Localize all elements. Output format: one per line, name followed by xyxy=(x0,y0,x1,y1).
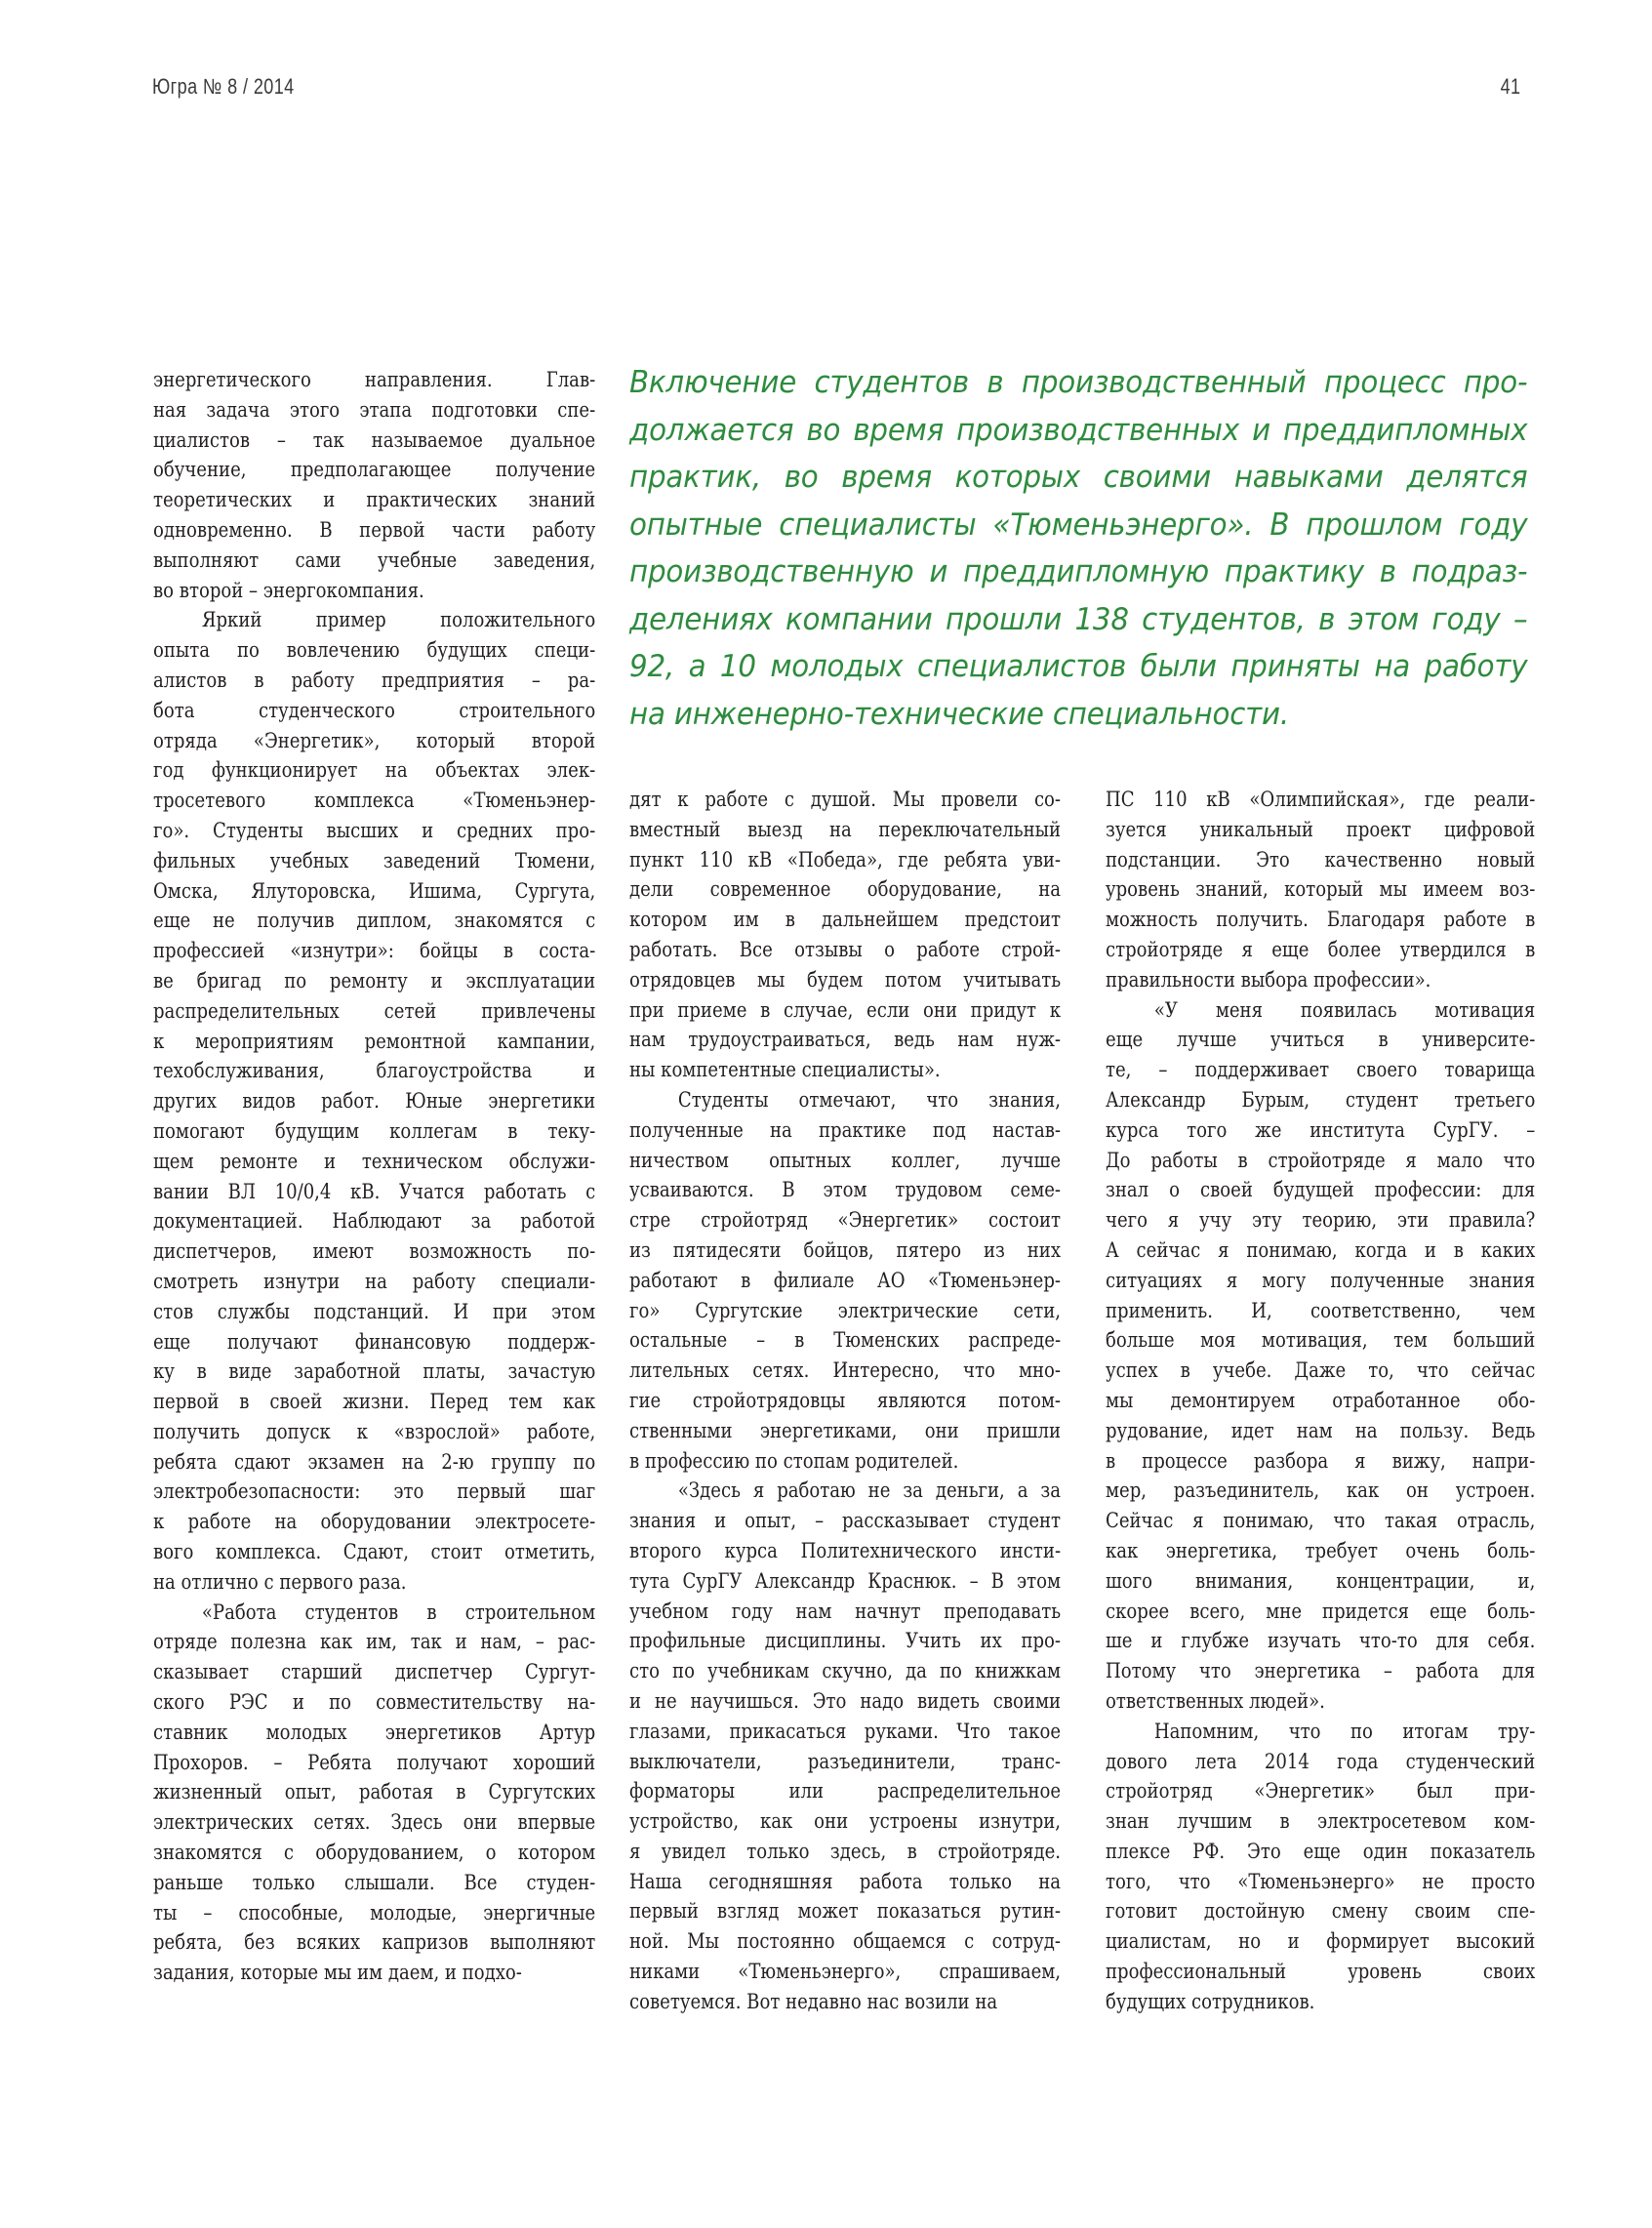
article-text-line: Потому что энергетика – работа для xyxy=(1106,1659,1536,1683)
page-number: 41 xyxy=(1500,74,1520,99)
article-text-line: советуемся. Вот недавно нас возили на xyxy=(629,1989,998,2013)
article-text-line: ная задача этого этапа подготовки спе- xyxy=(153,397,596,422)
pull-quote-line: практик, во время которых своими навыками делятся xyxy=(629,460,1528,495)
article-text-line: Напомним, что по итогам тру- xyxy=(1153,1719,1536,1743)
article-text-line: фильных учебных заведений Тюмени, xyxy=(153,848,596,872)
article-text-line: Яркий пример положительного xyxy=(201,608,596,632)
article-text-line: профессиональный уровень своих xyxy=(1106,1960,1536,1984)
article-text-line: задания, которые мы им даем, и подхо- xyxy=(153,1961,522,1985)
article-text-line: знания и опыт, – рассказывает студент xyxy=(629,1509,1062,1533)
article-text-line: техобслуживания, благоустройства и xyxy=(153,1059,596,1083)
article-text-line: будущих сотрудников. xyxy=(1106,1989,1315,2013)
article-text-line: стройотряде я еще более утвердился в xyxy=(1106,937,1536,961)
article-text-line: при приеме в случае, если они придут к xyxy=(629,997,1062,1022)
article-text-line: первый взгляд может показаться рутин- xyxy=(629,1899,1062,1924)
article-text-line: теоретических и практических знаний xyxy=(153,488,596,512)
article-text-line: пункт 110 кВ «Победа», где ребята уви- xyxy=(629,847,1062,871)
article-text-line: лительных сетях. Интересно, что мно- xyxy=(629,1358,1062,1383)
article-text-line: правильности выбора профессии». xyxy=(1106,967,1431,992)
running-header xyxy=(0,74,1652,103)
article-text-line: ны компетентные специалисты». xyxy=(629,1058,941,1082)
article-text-line: Сейчас я понимаю, что такая отрасль, xyxy=(1106,1509,1536,1533)
article-text-line: получить допуск к «взрослой» работе, xyxy=(153,1419,596,1443)
article-text-line: работать. Все отзывы о работе строй- xyxy=(629,937,1062,961)
article-text-line: «Здесь я работаю не за деньги, а за xyxy=(677,1479,1062,1503)
article-text-line: усваиваются. В этом трудовом семе- xyxy=(629,1178,1062,1202)
pull-quote-line: делениях компании прошли 138 студентов, в этом году – xyxy=(629,601,1528,637)
article-text-line: еще лучше учиться в университе- xyxy=(1106,1028,1536,1052)
article-text-line: ставник молодых энергетиков Артур xyxy=(153,1720,596,1744)
article-text-line: ше и глубже изучать что-то для себя. xyxy=(1106,1629,1536,1653)
article-text-line: первой в своей жизни. Перед тем как xyxy=(153,1390,596,1414)
article-text-line: стов службы подстанций. И при этом xyxy=(153,1299,596,1323)
article-text-line: стре стройотряд «Энергетик» состоит xyxy=(629,1208,1062,1233)
article-text-line: ничеством опытных коллег, лучше xyxy=(629,1148,1062,1172)
article-text-line: учебном году нам начнут преподавать xyxy=(629,1599,1062,1623)
article-text-line: профильные дисциплины. Учить их про- xyxy=(629,1629,1062,1653)
article-text-line: энергетического направления. Глав- xyxy=(153,368,596,391)
article-text-line: никами «Тюменьэнерго», спрашиваем, xyxy=(629,1960,1062,1984)
article-text-line: плексе РФ. Это еще один показатель xyxy=(1106,1839,1536,1863)
article-text-line: уровень знаний, который мы имеем воз- xyxy=(1106,877,1536,902)
article-text-line: котором им в дальнейшем предстоит xyxy=(629,908,1062,932)
article-text-line: ситуациях я могу полученные знания xyxy=(1106,1268,1536,1292)
article-text-line: нам трудоустраиваться, ведь нам нуж- xyxy=(629,1028,1062,1052)
pull-quote-line: Включение студентов в производственный процесс про- xyxy=(629,365,1528,400)
article-text-line: остальные – в Тюменских распреде- xyxy=(629,1328,1062,1353)
article-text-line: вании ВЛ 10/0,4 кВ. Учатся работать с xyxy=(153,1179,596,1203)
article-text-line: смотреть изнутри на работу специали- xyxy=(153,1269,596,1293)
article-text-line: знал о своей будущей профессии: для xyxy=(1106,1178,1536,1202)
article-text-line: рудование, идет нам на пользу. Ведь xyxy=(1106,1418,1536,1442)
article-text-line: жизненный опыт, работая в Сургутских xyxy=(153,1780,596,1804)
article-text-line: знакомятся с оборудованием, о котором xyxy=(153,1841,596,1865)
article-column-3 xyxy=(1106,785,1535,2017)
article-text-line: го». Студенты высших и средних про- xyxy=(153,818,596,842)
article-text-line: тросетевого комплекса «Тюменьэнер- xyxy=(153,789,596,813)
pull-quote-line: опытные специалисты «Тюменьэнерго». В прошлом году xyxy=(629,506,1528,543)
article-text-line: я увидел только здесь, в стройотряде. xyxy=(629,1839,1062,1863)
pull-quote xyxy=(629,359,1527,738)
article-text-line: электрических сетях. Здесь они впервые xyxy=(153,1810,596,1835)
article-text-line: ку в виде заработной платы, зачастую xyxy=(153,1359,596,1384)
article-text-line: знан лучшим в электросетевом ком- xyxy=(1106,1809,1536,1834)
article-text-line: второго курса Политехнического инсти- xyxy=(629,1538,1062,1562)
article-text-line: электробезопасности: это первый шаг xyxy=(153,1479,596,1504)
article-text-line: обучение, предполагающее получение xyxy=(153,458,596,482)
article-text-line: вместный выезд на переключательный xyxy=(629,817,1062,841)
article-text-line: готовит достойную смену своим спе- xyxy=(1106,1899,1536,1924)
article-text-line: А сейчас я понимаю, когда и в каких xyxy=(1106,1237,1536,1262)
pull-quote-line: на инженерно-технические специальности. xyxy=(629,696,1289,732)
article-text-line: стройотряд «Энергетик» был при- xyxy=(1106,1779,1536,1803)
article-text-line: помогают будущим коллегам в теку- xyxy=(153,1118,596,1143)
article-text-line: го» Сургутские электрические сети, xyxy=(629,1298,1062,1322)
article-text-line: успех в учебе. Даже то, что сейчас xyxy=(1106,1358,1536,1383)
article-text-line: к мероприятиям ремонтной кампании, xyxy=(153,1029,596,1053)
pull-quote-line: 92, а 10 молодых специалистов были приняты на работу xyxy=(629,649,1528,684)
article-text-line: те, – поддерживает своего товарища xyxy=(1106,1058,1536,1082)
article-text-line: ребята, без всяких капризов выполняют xyxy=(153,1930,596,1955)
article-text-line: выполняют сами учебные заведения, xyxy=(153,547,596,572)
article-text-line: ве бригад по ремонту и эксплуатации xyxy=(153,968,596,992)
article-text-line: ПС 110 кВ «Олимпийская», где реали- xyxy=(1106,788,1536,811)
article-text-line: форматоры или распределительное xyxy=(629,1779,1062,1803)
article-text-line: курса того же института СурГУ. – xyxy=(1106,1117,1536,1142)
article-column-1 xyxy=(153,365,595,1988)
article-text-line: шого внимания, концентрации, и, xyxy=(1106,1568,1536,1593)
article-text-line: на отлично с первого раза. xyxy=(153,1569,407,1594)
article-column-2 xyxy=(629,785,1061,2017)
article-text-line: того, что «Тюменьэнерго» не просто xyxy=(1106,1869,1536,1893)
article-text-line: опыта по вовлечению будущих специ- xyxy=(153,638,596,663)
article-text-line: гие стройотрядовцы являются потом- xyxy=(629,1388,1062,1412)
article-text-line: Прохоров. – Ребята получают хороший xyxy=(153,1750,596,1774)
article-text-line: дели современное оборудование, на xyxy=(629,877,1062,902)
article-text-line: год функционирует на объектах элек- xyxy=(153,758,596,783)
article-text-line: бота студенческого строительного xyxy=(153,698,596,722)
article-text-line: Омска, Ялуторовска, Ишима, Сургута, xyxy=(153,878,596,903)
article-text-line: из пятидесяти бойцов, пятеро из них xyxy=(629,1237,1062,1262)
article-text-line: ского РЭС и по совместительству на- xyxy=(153,1690,596,1715)
article-text-line: раньше только слышали. Все студен- xyxy=(153,1870,596,1894)
article-text-line: отряде полезна как им, так и нам, – рас- xyxy=(153,1630,596,1654)
article-text-line: и не научишься. Это надо видеть своими xyxy=(629,1688,1062,1713)
article-text-line: как энергетика, требует очень боль- xyxy=(1106,1538,1536,1562)
article-text-line: скорее всего, мне придется еще боль- xyxy=(1106,1599,1536,1623)
article-text-line: отряда «Энергетик», который второй xyxy=(153,728,596,752)
article-text-line: ственными энергетиками, они пришли xyxy=(629,1418,1062,1442)
article-text-line: отрядовцев мы будем потом учитывать xyxy=(629,967,1062,992)
article-text-line: работают в филиале АО «Тюменьэнер- xyxy=(629,1268,1062,1292)
article-text-line: полученные на практике под настав- xyxy=(629,1117,1062,1142)
article-text-line: во второй – энергокомпания. xyxy=(153,578,424,602)
article-text-line: Александр Бурым, студент третьего xyxy=(1106,1087,1536,1112)
article-text-line: ной. Мы постоянно общаемся с сотруд- xyxy=(629,1929,1062,1954)
article-text-line: дят к работе с душой. Мы провели со- xyxy=(629,788,1062,811)
pull-quote-line: производственную и преддипломную практику в подраз- xyxy=(629,554,1528,589)
article-text-line: выключатели, разъединители, транс- xyxy=(629,1749,1062,1773)
article-text-line: щем ремонте и техническом обслужи- xyxy=(153,1149,596,1173)
article-text-line: циалистов – так называемое дуальное xyxy=(153,427,596,452)
pull-quote-line: должается во время производственных и преддипломных xyxy=(629,412,1528,448)
article-text-line: применить. И, соответственно, чем xyxy=(1106,1298,1536,1322)
article-text-line: зуется уникальный проект цифровой xyxy=(1106,817,1536,841)
article-text-line: ты – способные, молодые, энергичные xyxy=(153,1900,596,1924)
article-text-line: ответственных людей». xyxy=(1106,1688,1325,1713)
article-text-line: профессией «изнутри»: бойцы в соста- xyxy=(153,939,596,963)
article-text-line: документацией. Наблюдают за работой xyxy=(153,1209,596,1234)
article-text-line: «У меня появилась мотивация xyxy=(1153,997,1536,1022)
article-text-line: одновременно. В первой части работу xyxy=(153,517,596,542)
article-text-line: тута СурГУ Александр Краснюк. – В этом xyxy=(629,1568,1062,1593)
article-text-line: глазами, прикасаться руками. Что такое xyxy=(629,1719,1062,1743)
article-text-line: ребята сдают экзамен на 2-ю группу по xyxy=(153,1449,596,1474)
article-text-line: больше моя мотивация, тем больший xyxy=(1106,1328,1536,1353)
article-text-line: алистов в работу предприятия – ра- xyxy=(153,668,596,692)
article-text-line: в профессию по стопам родителей. xyxy=(629,1448,959,1473)
article-text-line: можность получить. Благодаря работе в xyxy=(1106,908,1536,932)
article-text-line: мы демонтируем отработанное обо- xyxy=(1106,1388,1536,1412)
article-text-line: Студенты отмечают, что знания, xyxy=(677,1087,1062,1112)
magazine-issue-label: Югра № 8 / 2014 xyxy=(152,74,295,99)
article-text-line: других видов работ. Юные энергетики xyxy=(153,1089,596,1114)
article-text-line: сказывает старший диспетчер Сургут- xyxy=(153,1660,596,1684)
article-text-line: в процессе разбора я вижу, напри- xyxy=(1106,1448,1536,1473)
article-text-line: дового лета 2014 года студенческий xyxy=(1106,1749,1536,1773)
article-text-line: распределительных сетей привлечены xyxy=(153,998,596,1023)
article-text-line: еще не получив диплом, знакомятся с xyxy=(153,909,596,933)
article-text-line: сто по учебникам скучно, да по книжкам xyxy=(629,1659,1062,1683)
article-text-line: чего я учу эту теорию, эти правила? xyxy=(1106,1208,1536,1233)
article-text-line: мер, разъединитель, как он устроен. xyxy=(1106,1479,1536,1503)
article-text-line: «Работа студентов в строительном xyxy=(201,1600,596,1624)
article-text-line: циалистам, но и формирует высокий xyxy=(1106,1929,1536,1954)
article-text-line: к работе на оборудовании электросете- xyxy=(153,1510,596,1534)
article-text-line: вого комплекса. Сдают, стоит отметить, xyxy=(153,1540,596,1564)
article-text-line: До работы в стройотряде я мало что xyxy=(1106,1148,1536,1172)
article-text-line: еще получают финансовую поддерж- xyxy=(153,1329,596,1354)
article-text-line: устройство, как они устроены изнутри, xyxy=(629,1809,1062,1834)
article-text-line: диспетчеров, имеют возможность по- xyxy=(153,1239,596,1264)
article-text-line: подстанции. Это качественно новый xyxy=(1106,847,1536,871)
article-text-line: Наша сегодняшняя работа только на xyxy=(629,1869,1062,1893)
